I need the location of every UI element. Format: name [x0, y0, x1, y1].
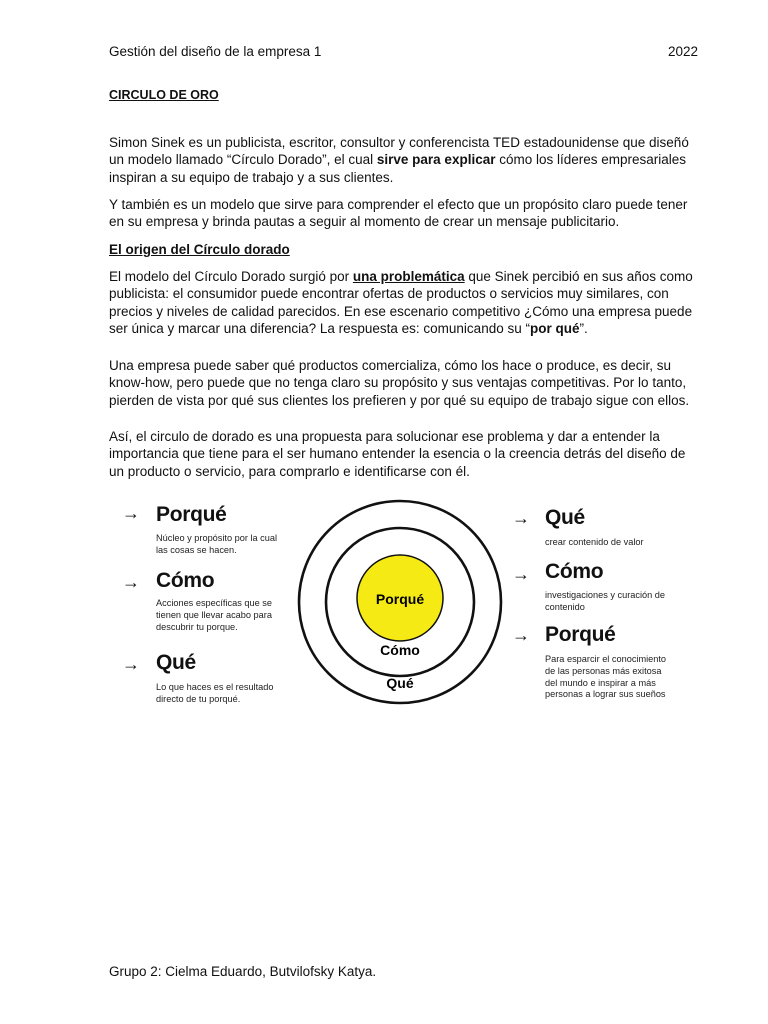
desc-line: crear contenido de valor — [545, 537, 644, 547]
left-title-como: Cómo — [156, 569, 215, 592]
page-title: CIRCULO DE ORO — [109, 88, 219, 102]
section-subheading: El origen del Círculo dorado — [109, 242, 290, 257]
paragraph-2: Y también es un modelo que sirve para comprender el efecto que un propósito claro puede tener en su empresa y brinda pautas a seguir al momento de crear un mensaje publicitario. — [109, 197, 688, 230]
desc-line: descubrir tu porque. — [156, 621, 238, 632]
arrow-icon: → — [512, 625, 530, 645]
circle-label-como: Cómo — [380, 642, 420, 658]
left-title-que: Qué — [156, 651, 196, 674]
right-title-porque: Porqué — [545, 623, 616, 646]
desc-line: de las personas más exitosa — [545, 665, 662, 676]
left-desc-porque — [156, 533, 277, 557]
p3-bold: por qué — [529, 321, 580, 337]
desc-line: Para esparcir el conocimiento — [545, 654, 667, 664]
right-desc-porque — [545, 654, 666, 701]
right-title-que: Qué — [545, 506, 585, 529]
arrow-icon: → — [122, 654, 140, 674]
header-left: Gestión del diseño de la empresa 1 — [109, 44, 322, 59]
desc-line: directo de tu porqué. — [156, 693, 241, 704]
desc-line: Acciones específicas que se — [156, 598, 272, 608]
desc-line: las cosas se hacen. — [156, 544, 237, 555]
circle-label-que: Qué — [386, 675, 414, 691]
arrow-icon: → — [122, 572, 140, 592]
desc-line: Lo que haces es el resultado — [156, 682, 274, 692]
desc-line: investigaciones y curación de — [545, 590, 666, 600]
right-title-como: Cómo — [545, 560, 604, 583]
circle-label-porque: Porqué — [375, 591, 425, 607]
desc-line: tienen que llevar acabo para — [156, 609, 272, 620]
arrow-icon: → — [512, 564, 530, 584]
left-desc-como — [156, 598, 272, 633]
right-desc-que — [545, 537, 644, 549]
arrow-icon: → — [122, 503, 140, 523]
left-desc-que — [156, 682, 273, 706]
golden-circle-diagram — [296, 498, 504, 706]
p3-text-a: El modelo del Círculo Dorado surgió por — [109, 269, 353, 284]
right-desc-como — [545, 590, 665, 614]
desc-line: contenido — [545, 601, 585, 612]
p1-text-b: cómo los líderes empresariales inspiran a su equipo de trabajo y a sus clientes. — [109, 152, 687, 185]
p1-bold: sirve para explicar — [376, 152, 496, 168]
p1-text-a: Simon Sinek es un publicista, escritor, consultor y conferencista TED estadounidense que diseñó un modelo llamado “Círculo Dorado”, el cual — [109, 135, 689, 168]
desc-line: personas a lograr sus sueños — [545, 689, 666, 700]
arrow-icon: → — [512, 508, 530, 528]
paragraph-3 — [109, 268, 701, 338]
p3-text-c: ”. — [579, 321, 588, 337]
footer-authors: Grupo 2: Cielma Eduardo, Butvilofsky Katya. — [109, 964, 377, 979]
desc-line: Núcleo y propósito por la cual — [156, 533, 278, 543]
header-year: 2022 — [668, 44, 699, 59]
paragraph-4: Una empresa puede saber qué productos comercializa, cómo los hace o produce, es decir, su know-how, pero puede que no tenga claro su propósito y sus ventajas competitivas. Por lo tanto, pierden de vista por qué sus clientes los prefieren y por qué su equipo de trabajo sigue con ellos. — [109, 358, 690, 408]
p3-text-b: que Sinek percibió en sus años como publicista: el consumidor puede encontrar ofertas de productos o servicios muy similares, con precios y niveles de calidad parecidos. En ese escenario competitivo ¿Cómo una empresa puede ser única y marcar una diferencia? La respuesta es: comunicando su “ — [109, 269, 693, 337]
paragraph-1 — [109, 134, 701, 186]
p3-bold-underline: una problemática — [352, 269, 465, 284]
left-title-porque: Porqué — [156, 503, 227, 526]
desc-line: del mundo e inspirar a más — [545, 677, 656, 688]
paragraph-5: Así, el circulo de dorado es una propuesta para solucionar ese problema y dar a entender la importancia que tiene para el ser humano entender la esencia o la creencia detrás del diseño de un producto o servicio, para comprarlo e identificarse con él. — [109, 429, 686, 479]
